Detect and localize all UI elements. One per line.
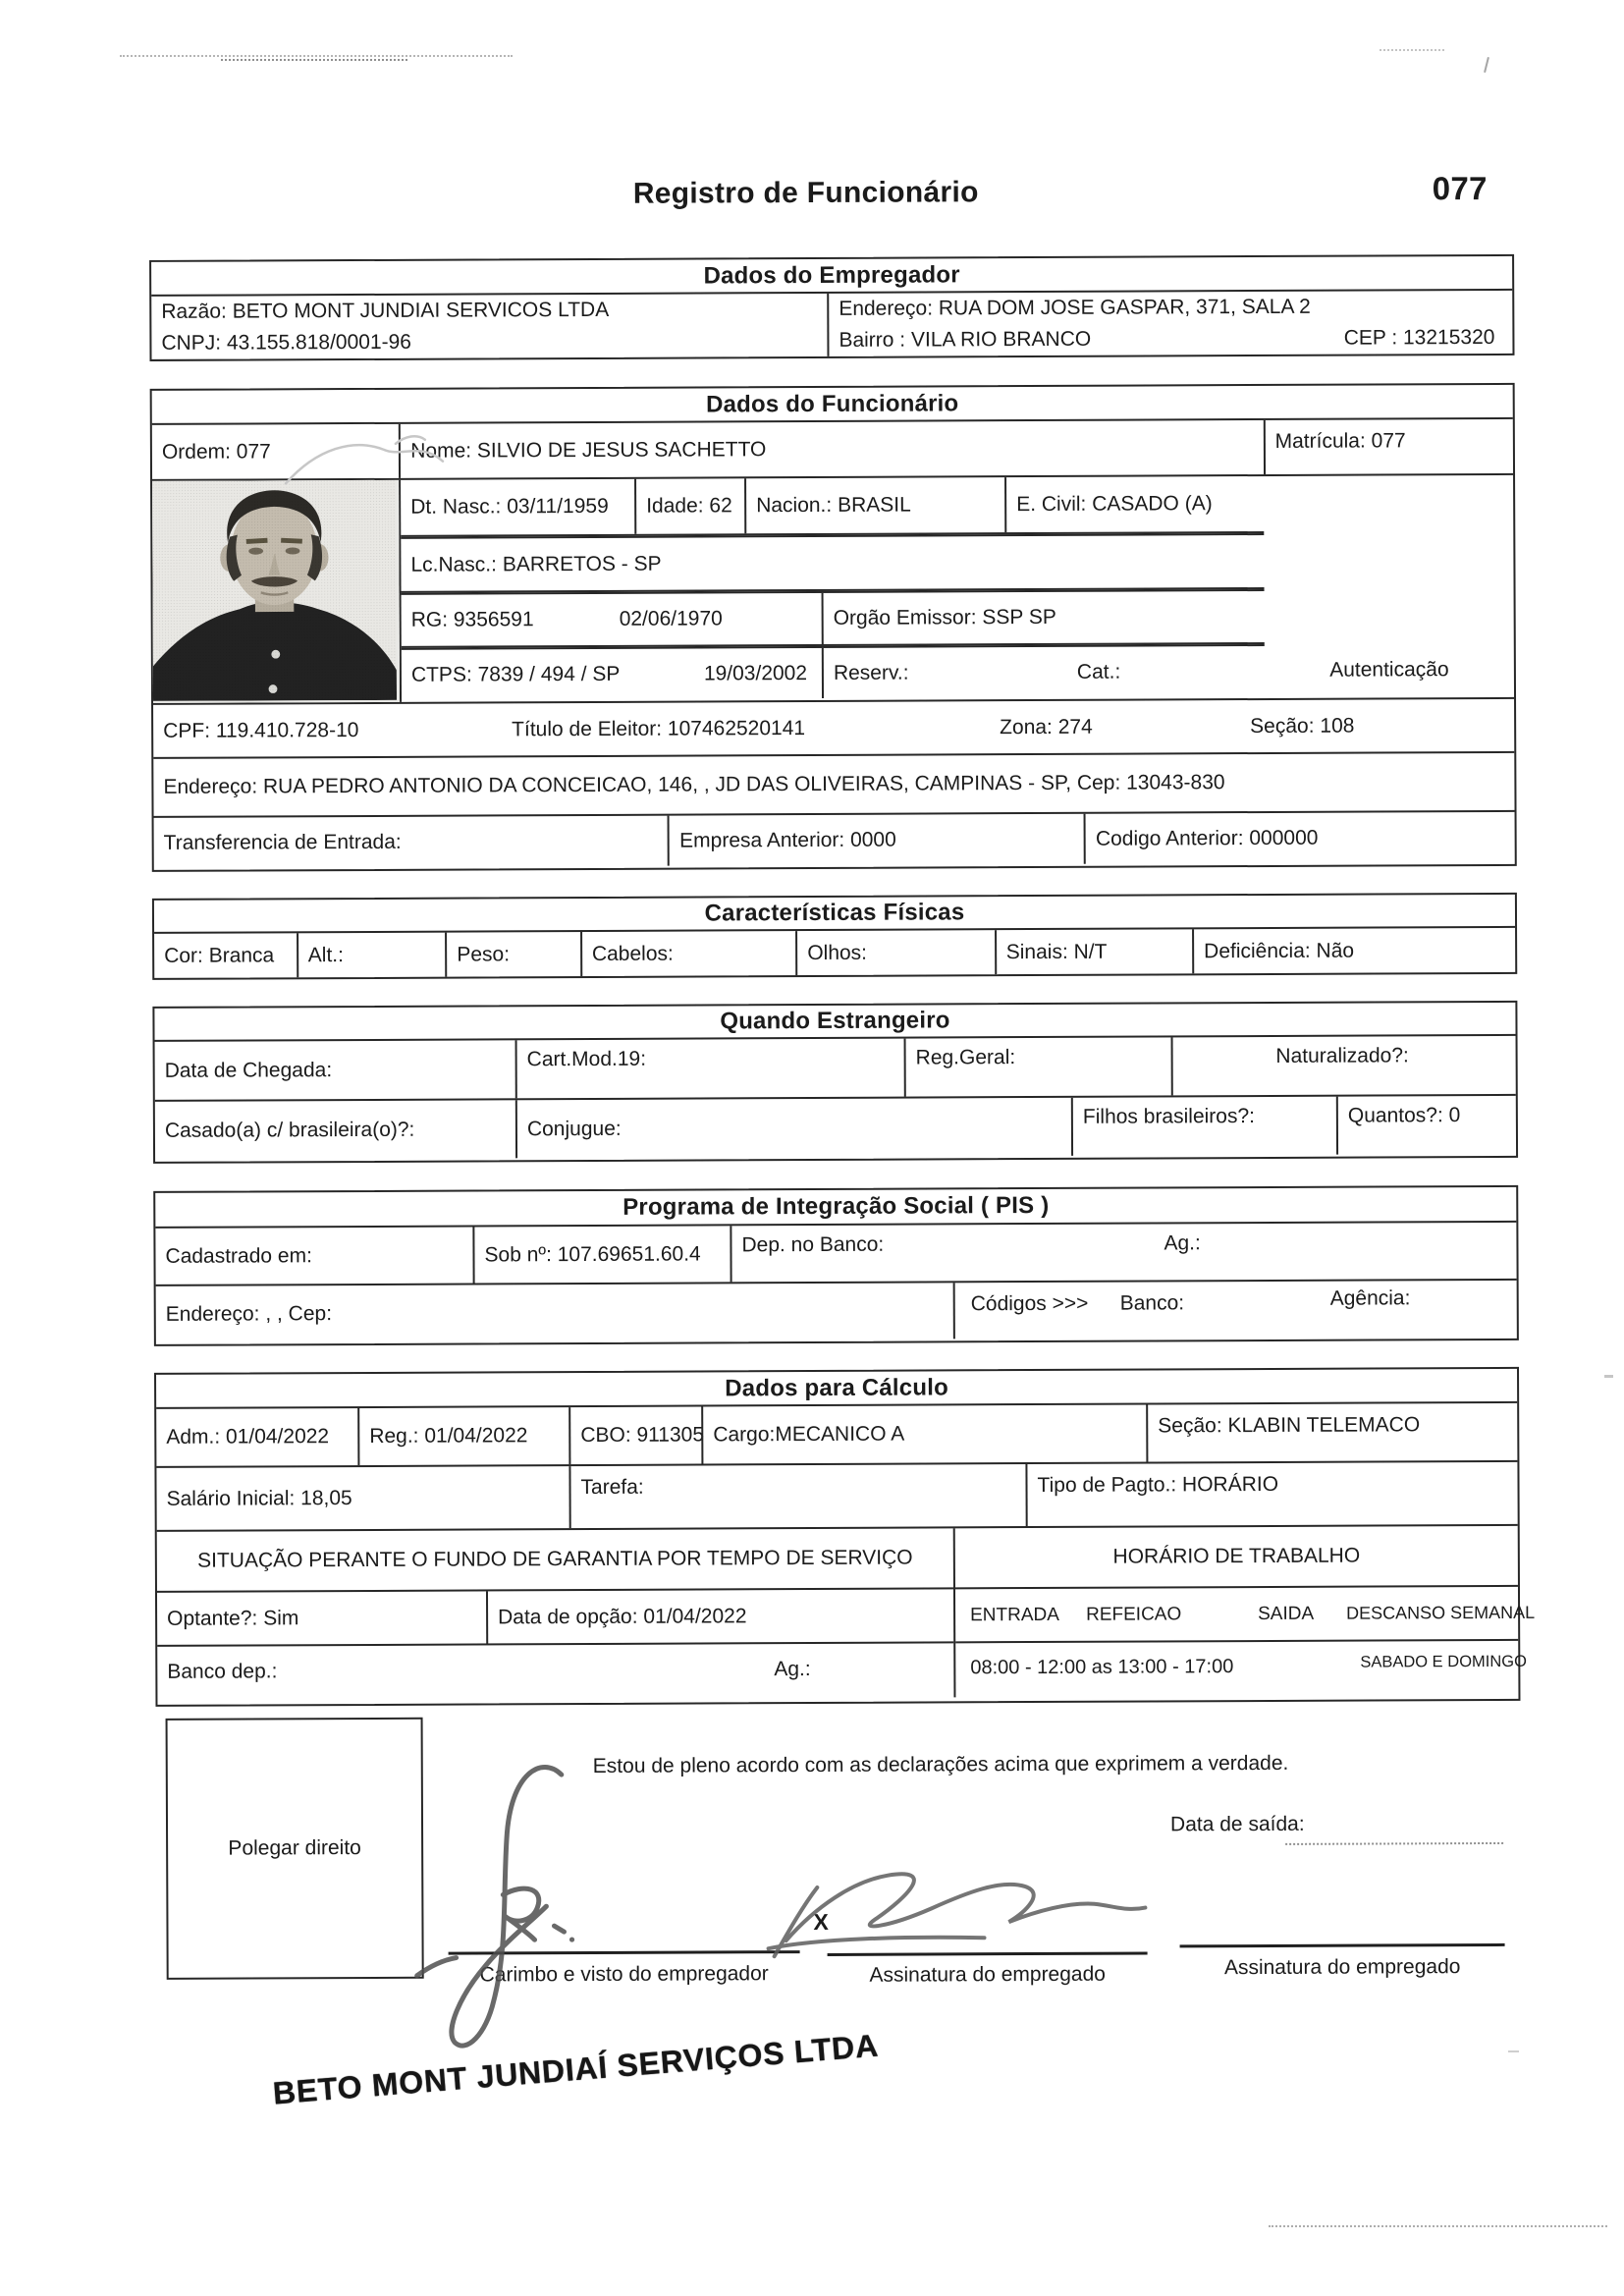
field-codigo-anterior: Codigo Anterior: 000000	[1084, 812, 1515, 864]
x-mark: X	[813, 1908, 829, 1936]
field-altura: Alt.:	[297, 933, 446, 978]
cpf-number: CPF: 119.410.728-10	[163, 718, 359, 742]
field-optante: Optante?: Sim	[167, 1606, 299, 1630]
field-sinais: Sinais: N/T	[995, 929, 1193, 974]
section-title-calculo: Dados para Cálculo	[156, 1369, 1517, 1409]
bairro-text: Bairro : VILA RIO BRANCO	[839, 327, 1092, 352]
header-saida: SAIDA	[1258, 1603, 1315, 1625]
field-filhos-brasileiros: Filhos brasileiros?:	[1071, 1097, 1336, 1156]
field-secao-trabalho: Seção: KLABIN TELEMACO	[1146, 1403, 1517, 1462]
field-salario-inicial: Salário Inicial: 18,05	[166, 1486, 352, 1510]
field-admissao: Adm.: 01/04/2022	[166, 1425, 330, 1449]
employee-signature-line-2	[1180, 1943, 1505, 1947]
field-quantos: Quantos?: 0	[1336, 1096, 1516, 1155]
header-descanso-semanal: DESCANSO SEMANAL	[1346, 1602, 1536, 1623]
field-pis-endereco: Endereço: , , Cep:	[165, 1301, 333, 1326]
field-cart-mod: Cart.Mod.19:	[515, 1039, 904, 1099]
field-nome: Nome: SILVIO DE JESUS SACHETTO	[399, 420, 1264, 478]
field-banco-dep	[157, 1643, 953, 1697]
employer-stamp-label: Carimbo e visto do empregador	[479, 1962, 769, 1987]
dep-banco-label: Dep. no Banco:	[741, 1232, 885, 1257]
employer-signature-ink	[387, 1747, 615, 2087]
empregador-left-column	[151, 294, 827, 359]
section-caracteristicas	[152, 893, 1517, 980]
descanso-valor: SABADO E DOMINGO	[1360, 1652, 1527, 1671]
field-transferencia: Transferencia de Entrada:	[163, 830, 402, 854]
section-quando-estrangeiro	[152, 1001, 1518, 1164]
secao-eleitoral: Seção: 108	[1250, 714, 1355, 738]
exit-date-line	[1285, 1842, 1503, 1845]
field-deficiencia: Deficiência: Não	[1192, 928, 1515, 973]
page-title: Registro de Funcionário	[632, 176, 979, 210]
field-lc-nasc: Lc.Nasc.: BARRETOS - SP	[410, 552, 662, 576]
categoria-label: Cat.:	[1076, 660, 1121, 683]
empregador-right-column	[827, 291, 1512, 356]
fgts-block	[157, 1528, 954, 1701]
employee-signature-label-2: Assinatura do empregado	[1223, 1955, 1461, 1980]
field-orgao-emissor: Orgão Emissor: SSP SP	[822, 591, 1265, 644]
codigos-agencia-label: Agência:	[1329, 1286, 1411, 1310]
field-razao: Razão: BETO MONT JUNDIAI SERVICOS LTDA	[161, 298, 610, 323]
rg-number: RG: 9356591	[410, 608, 534, 631]
field-cor: Cor: Branca	[164, 943, 275, 967]
field-pis-codigos	[953, 1281, 1517, 1339]
field-reg-geral: Reg.Geral:	[904, 1037, 1171, 1096]
field-data-chegada: Data de Chegada:	[164, 1058, 333, 1082]
titulo-eleitor: Título de Eleitor: 107462520141	[512, 716, 806, 740]
field-endereco-empregador: Endereço: RUA DOM JOSE GASPAR, 371, SALA 2	[839, 295, 1311, 320]
field-ordem: Ordem: 077	[161, 439, 271, 464]
field-pis-numero: Sob nº: 107.69651.60.4	[472, 1226, 730, 1283]
banco-dep-ag-label: Ag.:	[774, 1657, 811, 1680]
field-rg	[402, 593, 822, 646]
horario-trabalho-titulo: HORÁRIO DE TRABALHO	[955, 1526, 1518, 1589]
field-cnpj: CNPJ: 43.155.818/0001-96	[161, 330, 412, 355]
section-dados-calculo	[154, 1367, 1536, 1707]
header-entrada: ENTRADA	[970, 1604, 1059, 1626]
thumbprint-box	[166, 1718, 424, 1980]
banco-dep-label: Banco dep.:	[167, 1659, 278, 1683]
field-registro: Reg.: 01/04/2022	[357, 1407, 568, 1465]
company-stamp: BETO MONT JUNDIAÍ SERVIÇOS LTDA	[271, 2027, 881, 2111]
zona-eleitoral: Zona: 274	[1000, 715, 1093, 738]
field-nacionalidade: Nacion.: BRASIL	[744, 477, 1004, 533]
field-cargo: Cargo:MECANICO A	[701, 1405, 1146, 1464]
section-title-pis: Programa de Integração Social ( PIS )	[155, 1187, 1516, 1229]
field-ctps	[402, 648, 822, 700]
field-reservista	[822, 646, 1265, 698]
ctps-date: 19/03/2002	[703, 661, 808, 684]
horario-headers-row	[955, 1587, 1536, 1643]
field-dep-banco	[730, 1223, 1516, 1282]
field-olhos: Olhos:	[795, 930, 995, 975]
exit-date-label: Data de saída:	[1169, 1812, 1305, 1836]
page-number: 077	[1432, 169, 1488, 207]
declaration-text: Estou de pleno acordo com as declarações acima que exprimem a verdade.	[592, 1751, 1289, 1777]
section-title-empregador: Dados do Empregador	[151, 256, 1512, 297]
field-empresa-anterior: Empresa Anterior: 0000	[668, 814, 1084, 866]
field-casado-brasileira: Casado(a) c/ brasileira(o)?:	[164, 1118, 415, 1142]
reservista-label: Reserv.:	[833, 661, 909, 684]
thumbprint-label: Polegar direito	[228, 1836, 361, 1860]
field-cadastrado-em: Cadastrado em:	[165, 1243, 312, 1268]
field-cabelos: Cabelos:	[580, 931, 796, 976]
fgts-titulo: SITUAÇÃO PERANTE O FUNDO DE GARANTIA POR TEMPO DE SERVIÇO	[157, 1528, 953, 1593]
field-tipo-pagto: Tipo de Pagto.: HORÁRIO	[1025, 1462, 1517, 1526]
field-autenticacao: Autenticação	[1329, 658, 1449, 682]
rg-date: 02/06/1970	[619, 607, 723, 630]
section-title-caracteristicas: Características Físicas	[154, 895, 1515, 934]
field-dt-nasc: Dt. Nasc.: 03/11/1959	[410, 494, 609, 519]
ctps-number: CTPS: 7839 / 494 / SP	[410, 662, 621, 686]
field-peso: Peso:	[445, 932, 580, 977]
section-title-funcionario: Dados do Funcionário	[152, 385, 1513, 425]
employee-photo	[152, 480, 400, 703]
horario-valor: 08:00 - 12:00 as 13:00 - 17:00	[970, 1656, 1234, 1679]
horario-valores-row	[955, 1641, 1527, 1693]
horario-trabalho-block	[953, 1526, 1536, 1698]
employee-signature-label: Assinatura do empregado	[869, 1962, 1106, 1987]
row-cpf	[153, 699, 1514, 757]
field-bairro	[829, 322, 1512, 356]
pencil-scribble-artifact	[278, 422, 455, 502]
field-conjugue: Conjugue:	[515, 1098, 1071, 1158]
field-cbo: CBO: 911305	[568, 1406, 701, 1464]
field-naturalizado: Naturalizado?:	[1171, 1036, 1512, 1096]
codigos-banco-label: Banco:	[1119, 1291, 1185, 1315]
field-idade: Idade: 62	[634, 478, 744, 533]
codigos-label: Códigos >>>	[970, 1291, 1089, 1316]
field-estado-civil: E. Civil: CASADO (A)	[1004, 476, 1264, 532]
cep-text: CEP : 13215320	[1343, 325, 1495, 350]
section-dados-empregador	[149, 254, 1514, 361]
section-title-estrangeiro: Quando Estrangeiro	[154, 1003, 1515, 1042]
field-matricula: Matrícula: 077	[1264, 419, 1514, 474]
field-endereco-funcionario: Endereço: RUA PEDRO ANTONIO DA CONCEICAO, 146, , JD DAS OLIVEIRAS, CAMPINAS - SP, Cep: 13043-830	[163, 771, 1225, 798]
section-pis	[153, 1185, 1519, 1346]
header-refeicao: REFEICAO	[1086, 1604, 1182, 1625]
employee-signature-ink	[758, 1852, 1180, 1967]
field-tarefa: Tarefa:	[568, 1464, 1025, 1528]
pis-ag-label: Ag.:	[1164, 1231, 1201, 1255]
field-data-opcao: Data de opção: 01/04/2022	[486, 1589, 953, 1643]
